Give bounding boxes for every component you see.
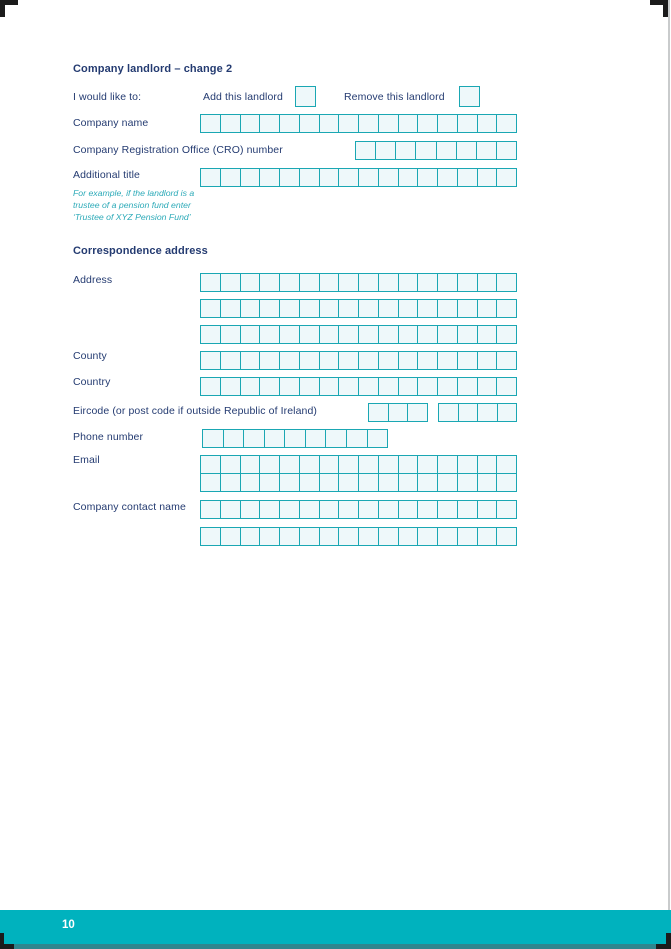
char-box[interactable] [338, 501, 358, 518]
char-box[interactable] [457, 528, 477, 545]
char-box[interactable] [259, 501, 279, 518]
char-box[interactable] [299, 300, 319, 317]
contact-name-comb-row-2[interactable] [200, 527, 517, 546]
char-box[interactable] [477, 404, 497, 421]
char-box[interactable] [437, 300, 457, 317]
char-box[interactable] [284, 430, 305, 447]
county-comb[interactable] [200, 351, 517, 370]
char-box[interactable] [319, 326, 339, 343]
char-box[interactable] [417, 115, 437, 132]
char-box[interactable] [457, 300, 477, 317]
char-box[interactable] [457, 326, 477, 343]
char-box[interactable] [398, 456, 418, 473]
char-box[interactable] [496, 378, 516, 395]
char-box[interactable] [203, 430, 223, 447]
country-comb[interactable] [200, 377, 517, 396]
char-box[interactable] [437, 274, 457, 291]
char-box[interactable] [220, 115, 240, 132]
email-comb-row-2[interactable] [200, 473, 517, 492]
address-label: Address [73, 274, 113, 286]
char-box[interactable] [259, 456, 279, 473]
char-box[interactable] [299, 352, 319, 369]
char-box[interactable] [437, 528, 457, 545]
char-box[interactable] [417, 300, 437, 317]
char-box[interactable] [240, 169, 260, 186]
crop-mark-bottom-right-h [656, 944, 671, 949]
char-box[interactable] [279, 456, 299, 473]
char-box[interactable] [417, 456, 437, 473]
char-box[interactable] [201, 274, 220, 291]
char-box[interactable] [279, 115, 299, 132]
correspondence-heading: Correspondence address [73, 245, 208, 257]
char-box[interactable] [299, 501, 319, 518]
char-box[interactable] [417, 378, 437, 395]
char-box[interactable] [259, 274, 279, 291]
additional-title-note: For example, if the landlord is a trustee of a pension fund enter ‘Trustee of XYZ Pension Fund’ [73, 188, 195, 223]
char-box[interactable] [496, 501, 516, 518]
char-box[interactable] [378, 300, 398, 317]
char-box[interactable] [398, 326, 418, 343]
char-box[interactable] [457, 474, 477, 491]
char-box[interactable] [240, 300, 260, 317]
char-box[interactable] [358, 274, 378, 291]
page-bottom-edge [0, 944, 671, 949]
char-box[interactable] [437, 474, 457, 491]
contact-name-comb-row-1[interactable] [200, 500, 517, 519]
char-box[interactable] [201, 115, 220, 132]
address-comb-row-2[interactable] [200, 299, 517, 318]
char-box[interactable] [395, 142, 415, 159]
char-box[interactable] [439, 404, 458, 421]
char-box[interactable] [358, 501, 378, 518]
char-box[interactable] [319, 528, 339, 545]
char-box[interactable] [240, 378, 260, 395]
char-box[interactable] [279, 326, 299, 343]
char-box[interactable] [477, 501, 497, 518]
char-box[interactable] [437, 352, 457, 369]
char-box[interactable] [279, 528, 299, 545]
char-box[interactable] [220, 300, 240, 317]
intent-label: I would like to: [73, 91, 142, 103]
char-box[interactable] [378, 115, 398, 132]
char-box[interactable] [378, 352, 398, 369]
county-label: County [73, 350, 107, 362]
char-box[interactable] [437, 456, 457, 473]
char-box[interactable] [201, 326, 220, 343]
char-box[interactable] [378, 274, 398, 291]
cro-number-label: Company Registration Office (CRO) number [73, 144, 283, 156]
char-box[interactable] [220, 274, 240, 291]
char-box[interactable] [259, 326, 279, 343]
char-box[interactable] [496, 352, 516, 369]
char-box[interactable] [417, 326, 437, 343]
char-box[interactable] [398, 274, 418, 291]
char-box[interactable] [457, 274, 477, 291]
char-box[interactable] [240, 326, 260, 343]
char-box[interactable] [223, 430, 244, 447]
char-box[interactable] [398, 352, 418, 369]
char-box[interactable] [417, 352, 437, 369]
char-box[interactable] [457, 456, 477, 473]
char-box[interactable] [240, 474, 260, 491]
char-box[interactable] [477, 169, 497, 186]
char-box[interactable] [436, 142, 456, 159]
char-box[interactable] [220, 474, 240, 491]
crop-mark-bottom-left-h [0, 944, 14, 949]
char-box[interactable] [457, 352, 477, 369]
char-box[interactable] [240, 352, 260, 369]
char-box[interactable] [240, 456, 260, 473]
char-box[interactable] [477, 528, 497, 545]
char-box[interactable] [417, 274, 437, 291]
char-box[interactable] [458, 404, 478, 421]
char-box[interactable] [299, 528, 319, 545]
eircode-comb-group-1[interactable] [368, 403, 428, 422]
char-box[interactable] [398, 300, 418, 317]
char-box[interactable] [279, 352, 299, 369]
char-box[interactable] [220, 169, 240, 186]
char-box[interactable] [476, 142, 496, 159]
eircode-comb-group-2[interactable] [438, 403, 517, 422]
char-box[interactable] [259, 474, 279, 491]
char-box[interactable] [496, 300, 516, 317]
char-box[interactable] [477, 274, 497, 291]
char-box[interactable] [346, 430, 367, 447]
char-box[interactable] [220, 352, 240, 369]
char-box[interactable] [319, 274, 339, 291]
char-box[interactable] [457, 115, 477, 132]
contact-name-label: Company contact name [73, 501, 186, 513]
address-comb-row-1[interactable] [200, 273, 517, 292]
char-box[interactable] [496, 474, 516, 491]
page-right-edge [668, 0, 670, 949]
char-box[interactable] [338, 169, 358, 186]
char-box[interactable] [338, 528, 358, 545]
char-box[interactable] [378, 456, 398, 473]
char-box[interactable] [437, 501, 457, 518]
char-box[interactable] [240, 115, 260, 132]
char-box[interactable] [279, 501, 299, 518]
eircode-label: Eircode (or post code if outside Republic of Ireland) [73, 405, 318, 417]
char-box[interactable] [220, 501, 240, 518]
char-box[interactable] [407, 404, 427, 421]
char-box[interactable] [279, 274, 299, 291]
char-box[interactable] [477, 352, 497, 369]
char-box[interactable] [201, 169, 220, 186]
char-box[interactable] [240, 274, 260, 291]
char-box[interactable] [299, 326, 319, 343]
char-box[interactable] [299, 474, 319, 491]
char-box[interactable] [388, 404, 408, 421]
char-box[interactable] [259, 378, 279, 395]
char-box[interactable] [477, 326, 497, 343]
char-box[interactable] [299, 456, 319, 473]
char-box[interactable] [264, 430, 285, 447]
char-box[interactable] [497, 404, 517, 421]
char-box[interactable] [338, 300, 358, 317]
char-box[interactable] [496, 456, 516, 473]
char-box[interactable] [398, 378, 418, 395]
char-box[interactable] [259, 528, 279, 545]
char-box[interactable] [201, 456, 220, 473]
char-box[interactable] [338, 115, 358, 132]
page-number: 10 [62, 919, 75, 931]
char-box[interactable] [201, 300, 220, 317]
char-box[interactable] [319, 352, 339, 369]
char-box[interactable] [457, 169, 477, 186]
char-box[interactable] [319, 115, 339, 132]
char-box[interactable] [356, 142, 375, 159]
char-box[interactable] [319, 300, 339, 317]
address-comb-row-3[interactable] [200, 325, 517, 344]
char-box[interactable] [358, 456, 378, 473]
char-box[interactable] [338, 474, 358, 491]
char-box[interactable] [259, 300, 279, 317]
char-box[interactable] [358, 300, 378, 317]
char-box[interactable] [496, 169, 516, 186]
email-label: Email [73, 454, 100, 466]
additional-title-comb[interactable] [200, 168, 517, 187]
char-box[interactable] [338, 326, 358, 343]
email-comb-row-1[interactable] [200, 455, 517, 474]
char-box[interactable] [378, 474, 398, 491]
country-label: Country [73, 376, 111, 388]
char-box[interactable] [378, 528, 398, 545]
char-box[interactable] [378, 326, 398, 343]
char-box[interactable] [279, 169, 299, 186]
char-box[interactable] [456, 142, 476, 159]
char-box[interactable] [305, 430, 326, 447]
char-box[interactable] [437, 169, 457, 186]
char-box[interactable] [201, 501, 220, 518]
char-box[interactable] [319, 169, 339, 186]
char-box[interactable] [417, 474, 437, 491]
char-box[interactable] [201, 528, 220, 545]
char-box[interactable] [358, 474, 378, 491]
char-box[interactable] [477, 115, 497, 132]
char-box[interactable] [358, 352, 378, 369]
char-box[interactable] [415, 142, 435, 159]
char-box[interactable] [279, 300, 299, 317]
char-box[interactable] [398, 169, 418, 186]
char-box[interactable] [240, 528, 260, 545]
additional-title-label: Additional title [73, 169, 140, 181]
char-box[interactable] [496, 528, 516, 545]
char-box[interactable] [259, 169, 279, 186]
char-box[interactable] [398, 115, 418, 132]
char-box[interactable] [299, 115, 319, 132]
char-box[interactable] [417, 501, 437, 518]
char-box[interactable] [437, 326, 457, 343]
phone-number-label: Phone number [73, 431, 144, 443]
char-box[interactable] [299, 274, 319, 291]
char-box[interactable] [259, 115, 279, 132]
char-box[interactable] [243, 430, 264, 447]
char-box[interactable] [358, 326, 378, 343]
char-box[interactable] [378, 169, 398, 186]
char-box[interactable] [201, 352, 220, 369]
char-box[interactable] [496, 115, 516, 132]
char-box[interactable] [259, 352, 279, 369]
char-box[interactable] [358, 528, 378, 545]
char-box[interactable] [477, 300, 497, 317]
remove-landlord-checkbox[interactable] [459, 86, 480, 107]
char-box[interactable] [398, 501, 418, 518]
char-box[interactable] [358, 169, 378, 186]
cro-number-comb[interactable] [355, 141, 517, 160]
char-box[interactable] [437, 115, 457, 132]
char-box[interactable] [477, 456, 497, 473]
char-box[interactable] [338, 352, 358, 369]
char-box[interactable] [378, 378, 398, 395]
char-box[interactable] [369, 404, 388, 421]
char-box[interactable] [358, 115, 378, 132]
char-box[interactable] [299, 378, 319, 395]
char-box[interactable] [496, 274, 516, 291]
char-box[interactable] [496, 326, 516, 343]
company-name-comb[interactable] [200, 114, 517, 133]
char-box[interactable] [319, 378, 339, 395]
company-name-label: Company name [73, 117, 149, 129]
char-box[interactable] [279, 378, 299, 395]
char-box[interactable] [279, 474, 299, 491]
char-box[interactable] [477, 474, 497, 491]
char-box[interactable] [220, 456, 240, 473]
char-box[interactable] [338, 456, 358, 473]
char-box[interactable] [201, 378, 220, 395]
char-box[interactable] [375, 142, 395, 159]
char-box[interactable] [220, 528, 240, 545]
char-box[interactable] [398, 528, 418, 545]
char-box[interactable] [319, 456, 339, 473]
char-box[interactable] [398, 474, 418, 491]
char-box[interactable] [457, 501, 477, 518]
char-box[interactable] [367, 430, 388, 447]
char-box[interactable] [358, 378, 378, 395]
char-box[interactable] [417, 528, 437, 545]
add-landlord-checkbox[interactable] [295, 86, 316, 107]
char-box[interactable] [338, 378, 358, 395]
section-title: Company landlord – change 2 [73, 63, 233, 75]
char-box[interactable] [220, 378, 240, 395]
char-box[interactable] [437, 378, 457, 395]
phone-number-comb[interactable] [202, 429, 388, 448]
char-box[interactable] [299, 169, 319, 186]
char-box[interactable] [378, 501, 398, 518]
char-box[interactable] [319, 501, 339, 518]
char-box[interactable] [457, 378, 477, 395]
crop-mark-top-left-v [0, 0, 5, 17]
char-box[interactable] [417, 169, 437, 186]
char-box[interactable] [240, 501, 260, 518]
char-box[interactable] [496, 142, 516, 159]
footer-bar [0, 910, 671, 944]
remove-landlord-label: Remove this landlord [344, 91, 445, 103]
char-box[interactable] [477, 378, 497, 395]
char-box[interactable] [319, 474, 339, 491]
char-box[interactable] [201, 474, 220, 491]
char-box[interactable] [220, 326, 240, 343]
char-box[interactable] [338, 274, 358, 291]
add-landlord-label: Add this landlord [203, 91, 283, 103]
char-box[interactable] [325, 430, 346, 447]
